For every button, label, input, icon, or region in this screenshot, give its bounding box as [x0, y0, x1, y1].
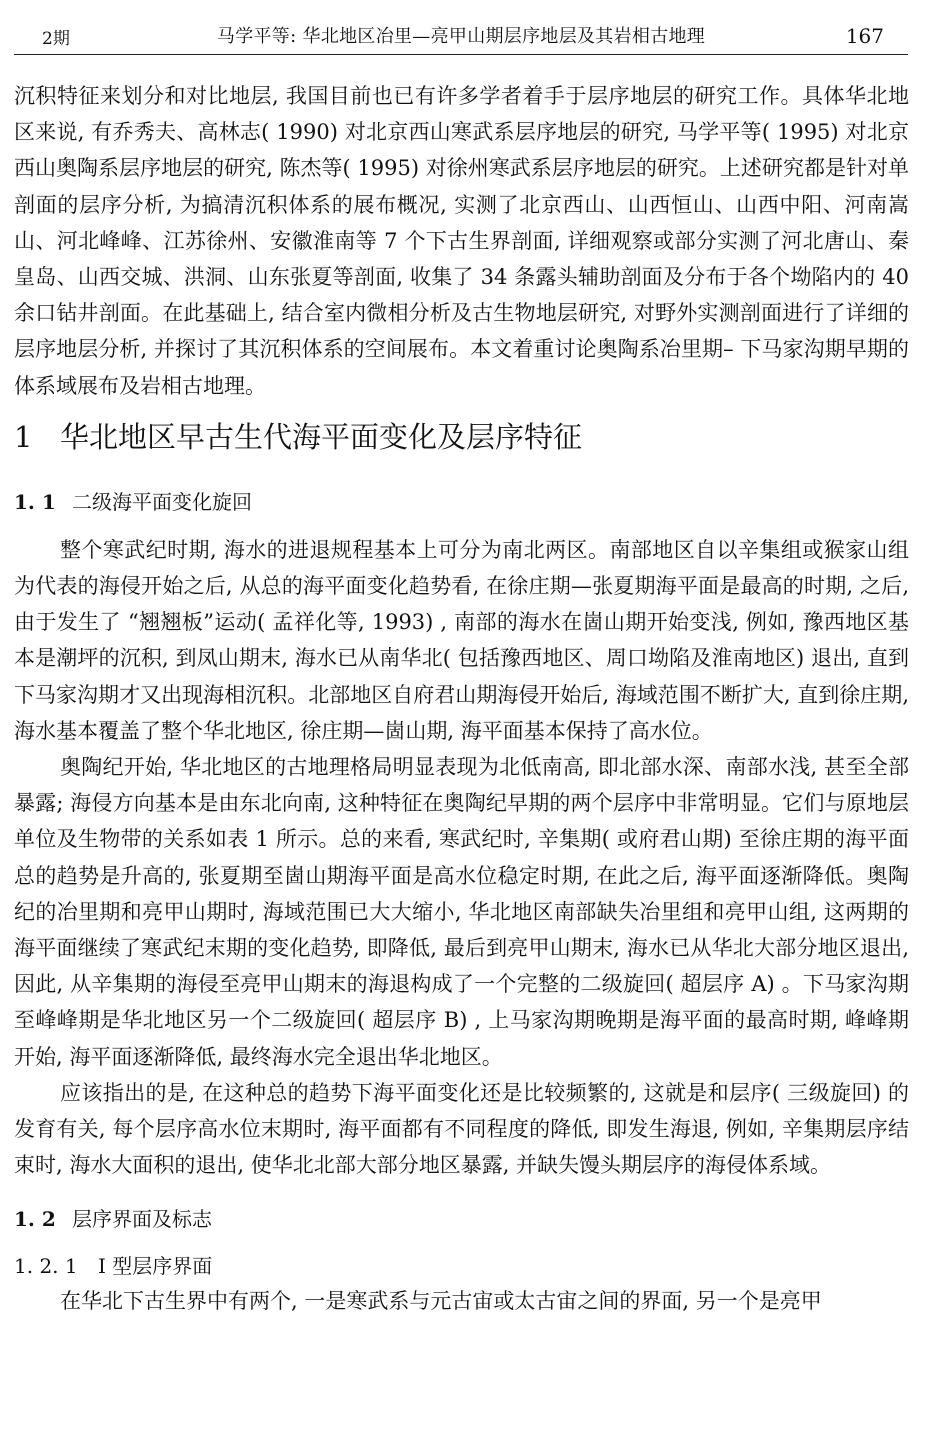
- page-number: 167: [845, 24, 884, 48]
- subsubsection-heading: [14, 1249, 909, 1283]
- subsection-title: 二级海平面变化旋回: [72, 489, 252, 514]
- body-paragraph: 在华北下古生界中有两个, 一是寒武系与元古宙或太古宙之间的界面, 另一个是亮甲: [60, 1289, 822, 1314]
- subsection-number: 1. 1: [14, 489, 56, 514]
- body-paragraph: 整个寒武纪时期, 海水的进退规程基本上可分为南北两区。南部地区自以辛集组或猴家山组为代表的海侵开始之后, 从总的海平面变化趋势看, 在徐庄期—张夏期海平面是最高的时期, 之后, 由于发生了 “翘翘板”运动( 孟祥化等, 1993) , 南部的海水在崮山期开始变浅, 例如, 豫西地区基本是潮坪的沉积, 到凤山期末, 海水已从南华北( 包括豫西地区、周口坳陷及淮南地区) 退出, 直到下马家沟期才又出现海相沉积。北部地区自府君山期海侵开始后, 海域范围不断扩大, 直到徐庄期, 海水基本覆盖了整个华北地区, 徐庄期—崮山期, 海平面基本保持了高水位。: [14, 537, 909, 743]
- section-heading: [14, 408, 909, 466]
- body-paragraph: 应该指出的是, 在这种总的趋势下海平面变化还是比较频繁的, 这就是和层序( 三级旋回) 的发育有关, 每个层序高水位末期时, 海平面都有不同程度的降低, 即发生海退, 例如, 辛集期层序结束时, 海水大面积的退出, 使华北北部大部分地区暴露, 并缺失馒头期层序的海侵体系域。: [14, 1080, 909, 1178]
- section-title: 华北地区早古生代海平面变化及层序特征: [60, 419, 583, 454]
- running-header: [14, 18, 908, 55]
- subsection-number: 1. 2: [14, 1207, 56, 1232]
- subsubsection-number: 1. 2. 1: [14, 1254, 78, 1279]
- subsection-heading: [14, 1203, 909, 1235]
- article-body: [14, 78, 909, 1320]
- subsection-title: 层序界面及标志: [72, 1207, 212, 1232]
- intro-paragraph: 沉积特征来划分和对比地层, 我国目前也已有许多学者着手于层序地层的研究工作。具体华北地区来说, 有乔秀夫、高林志( 1990) 对北京西山寒武系层序地层的研究, 马学平等( 1995) 对北京西山奥陶系层序地层的研究, 陈杰等( 1995) 对徐州寒武系层序地层的研究。上述研究都是针对单剖面的层序分析, 为搞清沉积体系的展布概况, 实测了北京西山、山西恒山、山西中阳、河南嵩山、河北峰峰、江苏徐州、安徽淮南等 7 个下古生界剖面, 详细观察或部分实测了河北唐山、秦皇岛、山西交城、洪洞、山东张夏等剖面, 收集了 34 条露头辅助剖面及分布于各个坳陷内的 40 余口钻井剖面。在此基础上, 结合室内微相分析及古生物地层研究, 对野外实测剖面进行了详细的层序地层分析, 并探讨了其沉积体系的空间展布。本文着重讨论奥陶系冶里期– 下马家沟期早期的体系域展布及岩相古地理。: [14, 84, 909, 398]
- running-title: 马学平等: 华北地区冶里—亮甲山期层序地层及其岩相古地理: [216, 26, 706, 47]
- body-paragraph: 奥陶纪开始, 华北地区的古地理格局明显表现为北低南高, 即北部水深、南部水浅, 甚至全部暴露; 海侵方向基本是由东北向南, 这种特征在奥陶纪早期的两个层序中非常明显。它们与原地层单位及生物带的关系如表 1 所示。总的来看, 寒武纪时, 辛集期( 或府君山期) 至徐庄期的海平面总的趋势是升高的, 张夏期至崮山期海平面是高水位稳定时期, 在此之后, 海平面逐渐降低。奥陶纪的冶里期和亮甲山期时, 海域范围已大大缩小, 华北地区南部缺失冶里组和亮甲山组, 这两期的海平面继续了寒武纪末期的变化趋势, 即降低, 最后到亮甲山期末, 海水已从华北大部分地区退出, 因此, 从辛集期的海侵至亮甲山期末的海退构成了一个完整的二级旋回( 超层序 A) 。下马家沟期至峰峰期是华北地区另一个二级旋回( 超层序 B) , 上马家沟期晚期是海平面的最高时期, 峰峰期开始, 海平面逐渐降低, 最终海水完全退出华北地区。: [14, 755, 909, 1069]
- subsubsection-title: I 型层序界面: [98, 1254, 213, 1279]
- section-number: 1: [14, 419, 33, 454]
- issue-number: 2期: [42, 29, 70, 49]
- subsection-heading: [14, 486, 909, 518]
